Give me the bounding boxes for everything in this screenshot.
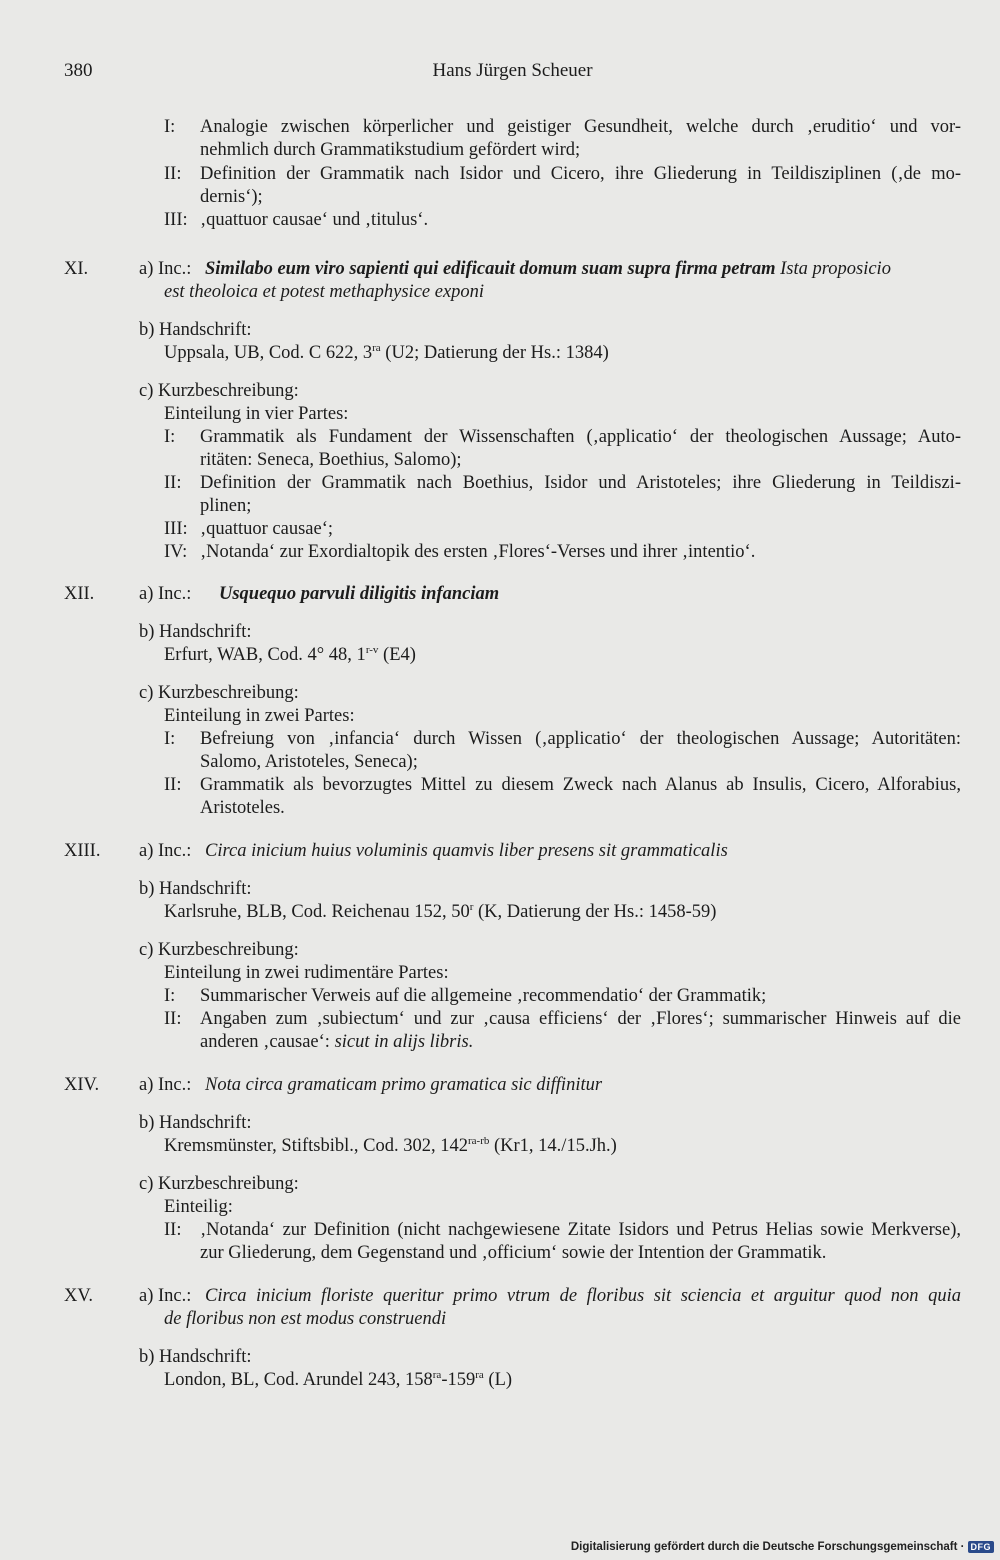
part-label: I: [164,427,176,447]
digitization-footer [571,1536,994,1558]
part-label: II: [164,775,182,795]
entry-numeral: XV. [64,1286,93,1306]
manuscript-text: Kremsmünster, Stiftsbibl., Cod. 302, $142^{ra-rb}$ (Kr1, 14./15.Jh.) [164,1135,617,1156]
part-line: Grammatik als bevorzugtes Mittel zu diesem Zweck nach Alanus ab Insulis, Cicero, Alforabius, [200,775,961,795]
part-line: Aristoteles. [200,798,285,818]
part-line: Salomo, Aristoteles, Seneca); [200,752,418,772]
incipit-label: a) Inc.: [139,1286,192,1306]
part-line: Definition der Grammatik nach Boethius, Isidor und Aristoteles; ihre Gliederung in Teildiszi- [200,473,961,493]
incipit-label: a) Inc.: [139,259,192,279]
entry-numeral: XIII. [64,841,101,861]
description-label: c) Kurzbeschreibung: [139,1174,299,1194]
incipit-line: Similabo eum viro sapienti qui edificauit domum suam supra firma petram Ista proposicio [205,259,891,279]
intro-part-line: dernis‘); [200,187,263,207]
part-line: ‚Notanda‘ zur Definition (nicht nachgewiesene Zitate Isidors und Petrus Helias sowie Merkverse), [200,1220,961,1240]
part-line: Befreiung von ‚infancia‘ durch Wissen (‚applicatio‘ der theologischen Aussage; Autoritäten: [200,729,961,749]
incipit-label: a) Inc.: [139,584,192,604]
part-label: II: [164,1220,182,1240]
intro-part-label: III: [164,210,188,230]
manuscript-label: b) Handschrift: [139,622,252,642]
intro-part-line: Definition der Grammatik nach Isidor und Cicero, ihre Gliederung in Teildisziplinen (‚de mo- [200,164,961,184]
part-label: I: [164,986,176,1006]
manuscript-text: Uppsala, UB, Cod. C 622, $3^{ra}$ (U2; Datierung der Hs.: 1384) [164,342,609,363]
incipit-label: a) Inc.: [139,841,192,861]
part-line: plinen; [200,496,252,516]
description-label: c) Kurzbeschreibung: [139,940,299,960]
intro-part-label: I: [164,117,176,137]
dfg-logo: DFG [968,1541,995,1553]
part-line: Grammatik als Fundament der Wissenschaften (‚applicatio‘ der theologischen Aussage; Auto- [200,427,961,447]
page-number: 380 [64,60,93,81]
intro-part-label: II: [164,164,182,184]
manuscript-label: b) Handschrift: [139,320,252,340]
manuscript-label: b) Handschrift: [139,1347,252,1367]
part-label: IV: [164,542,188,562]
manuscript-label: b) Handschrift: [139,879,252,899]
manuscript-label: b) Handschrift: [139,1113,252,1133]
description-intro: Einteilung in zwei Partes: [164,706,355,726]
part-line: ‚quattuor causae‘; [200,519,334,539]
part-line: ritäten: Seneca, Boethius, Salomo); [200,450,462,470]
incipit-line: Circa inicium huius voluminis quamvis liber presens sit grammaticalis [205,841,728,861]
incipit-line: de floribus non est modus construendi [164,1309,447,1329]
manuscript-text: Erfurt, WAB, Cod. 4° 48, 1$^{r-v}$ (E4) [164,644,416,665]
description-intro: Einteilung in zwei rudimentäre Partes: [164,963,449,983]
manuscript-text: London, BL, Cod. Arundel 243, $158^{ra}-159^{ra}$ (L) [164,1369,513,1390]
intro-part-line: ‚quattuor causae‘ und ‚titulus‘. [200,210,429,230]
description-label: c) Kurzbeschreibung: [139,683,299,703]
intro-part-line: nehmlich durch Grammatikstudium gefördert wird; [200,140,581,160]
part-line: ‚Notanda‘ zur Exordialtopik des ersten ‚Flores‘-Verses und ihrer ‚intentio‘. [200,542,756,562]
part-label: II: [164,473,182,493]
page-header [64,60,961,90]
entry-numeral: XI. [64,259,89,279]
description-intro: Einteilig: [164,1197,233,1217]
running-head: Hans Jürgen Scheuer [432,60,593,81]
part-label: II: [164,1009,182,1029]
incipit-line: Nota circa gramaticam primo gramatica sic diffinitur [205,1075,603,1095]
part-label: III: [164,519,188,539]
manuscript-text: Karlsruhe, BLB, Cod. Reichenau 152, 50$^r$ (K, Datierung der Hs.: 1458-59) [164,901,717,922]
entry-numeral: XIV. [64,1075,100,1095]
entry-numeral: XII. [64,584,95,604]
part-line: zur Gliederung, dem Gegenstand und ‚officium‘ sowie der Intention der Grammatik. [200,1243,827,1263]
intro-part-line: Analogie zwischen körperlicher und geistiger Gesundheit, welche durch ‚eruditio‘ und vor- [200,117,961,137]
incipit-line: est theoloica et potest methaphysice exponi [164,282,485,302]
part-label: I: [164,729,176,749]
description-intro: Einteilung in vier Partes: [164,404,349,424]
incipit-label: a) Inc.: [139,1075,192,1095]
footer-credit: Digitalisierung gefördert durch die Deutsche Forschungsgemeinschaft · [570,1541,965,1553]
description-label: c) Kurzbeschreibung: [139,381,299,401]
incipit-line: Usquequo parvuli diligitis infanciam [219,584,500,604]
part-line: anderen ‚causae‘: sicut in alijs libris. [200,1032,474,1052]
incipit-line: Circa inicium floriste queritur primo vtrum de floribus sit sciencia et arguitur quod non quia [205,1286,961,1306]
part-line: Angaben zum ‚subiectum‘ und zur ‚causa efficiens‘ der ‚Flores‘; summarischer Hinweis auf die [200,1009,961,1029]
part-line: Summarischer Verweis auf die allgemeine ‚recommendatio‘ der Grammatik; [200,986,767,1006]
